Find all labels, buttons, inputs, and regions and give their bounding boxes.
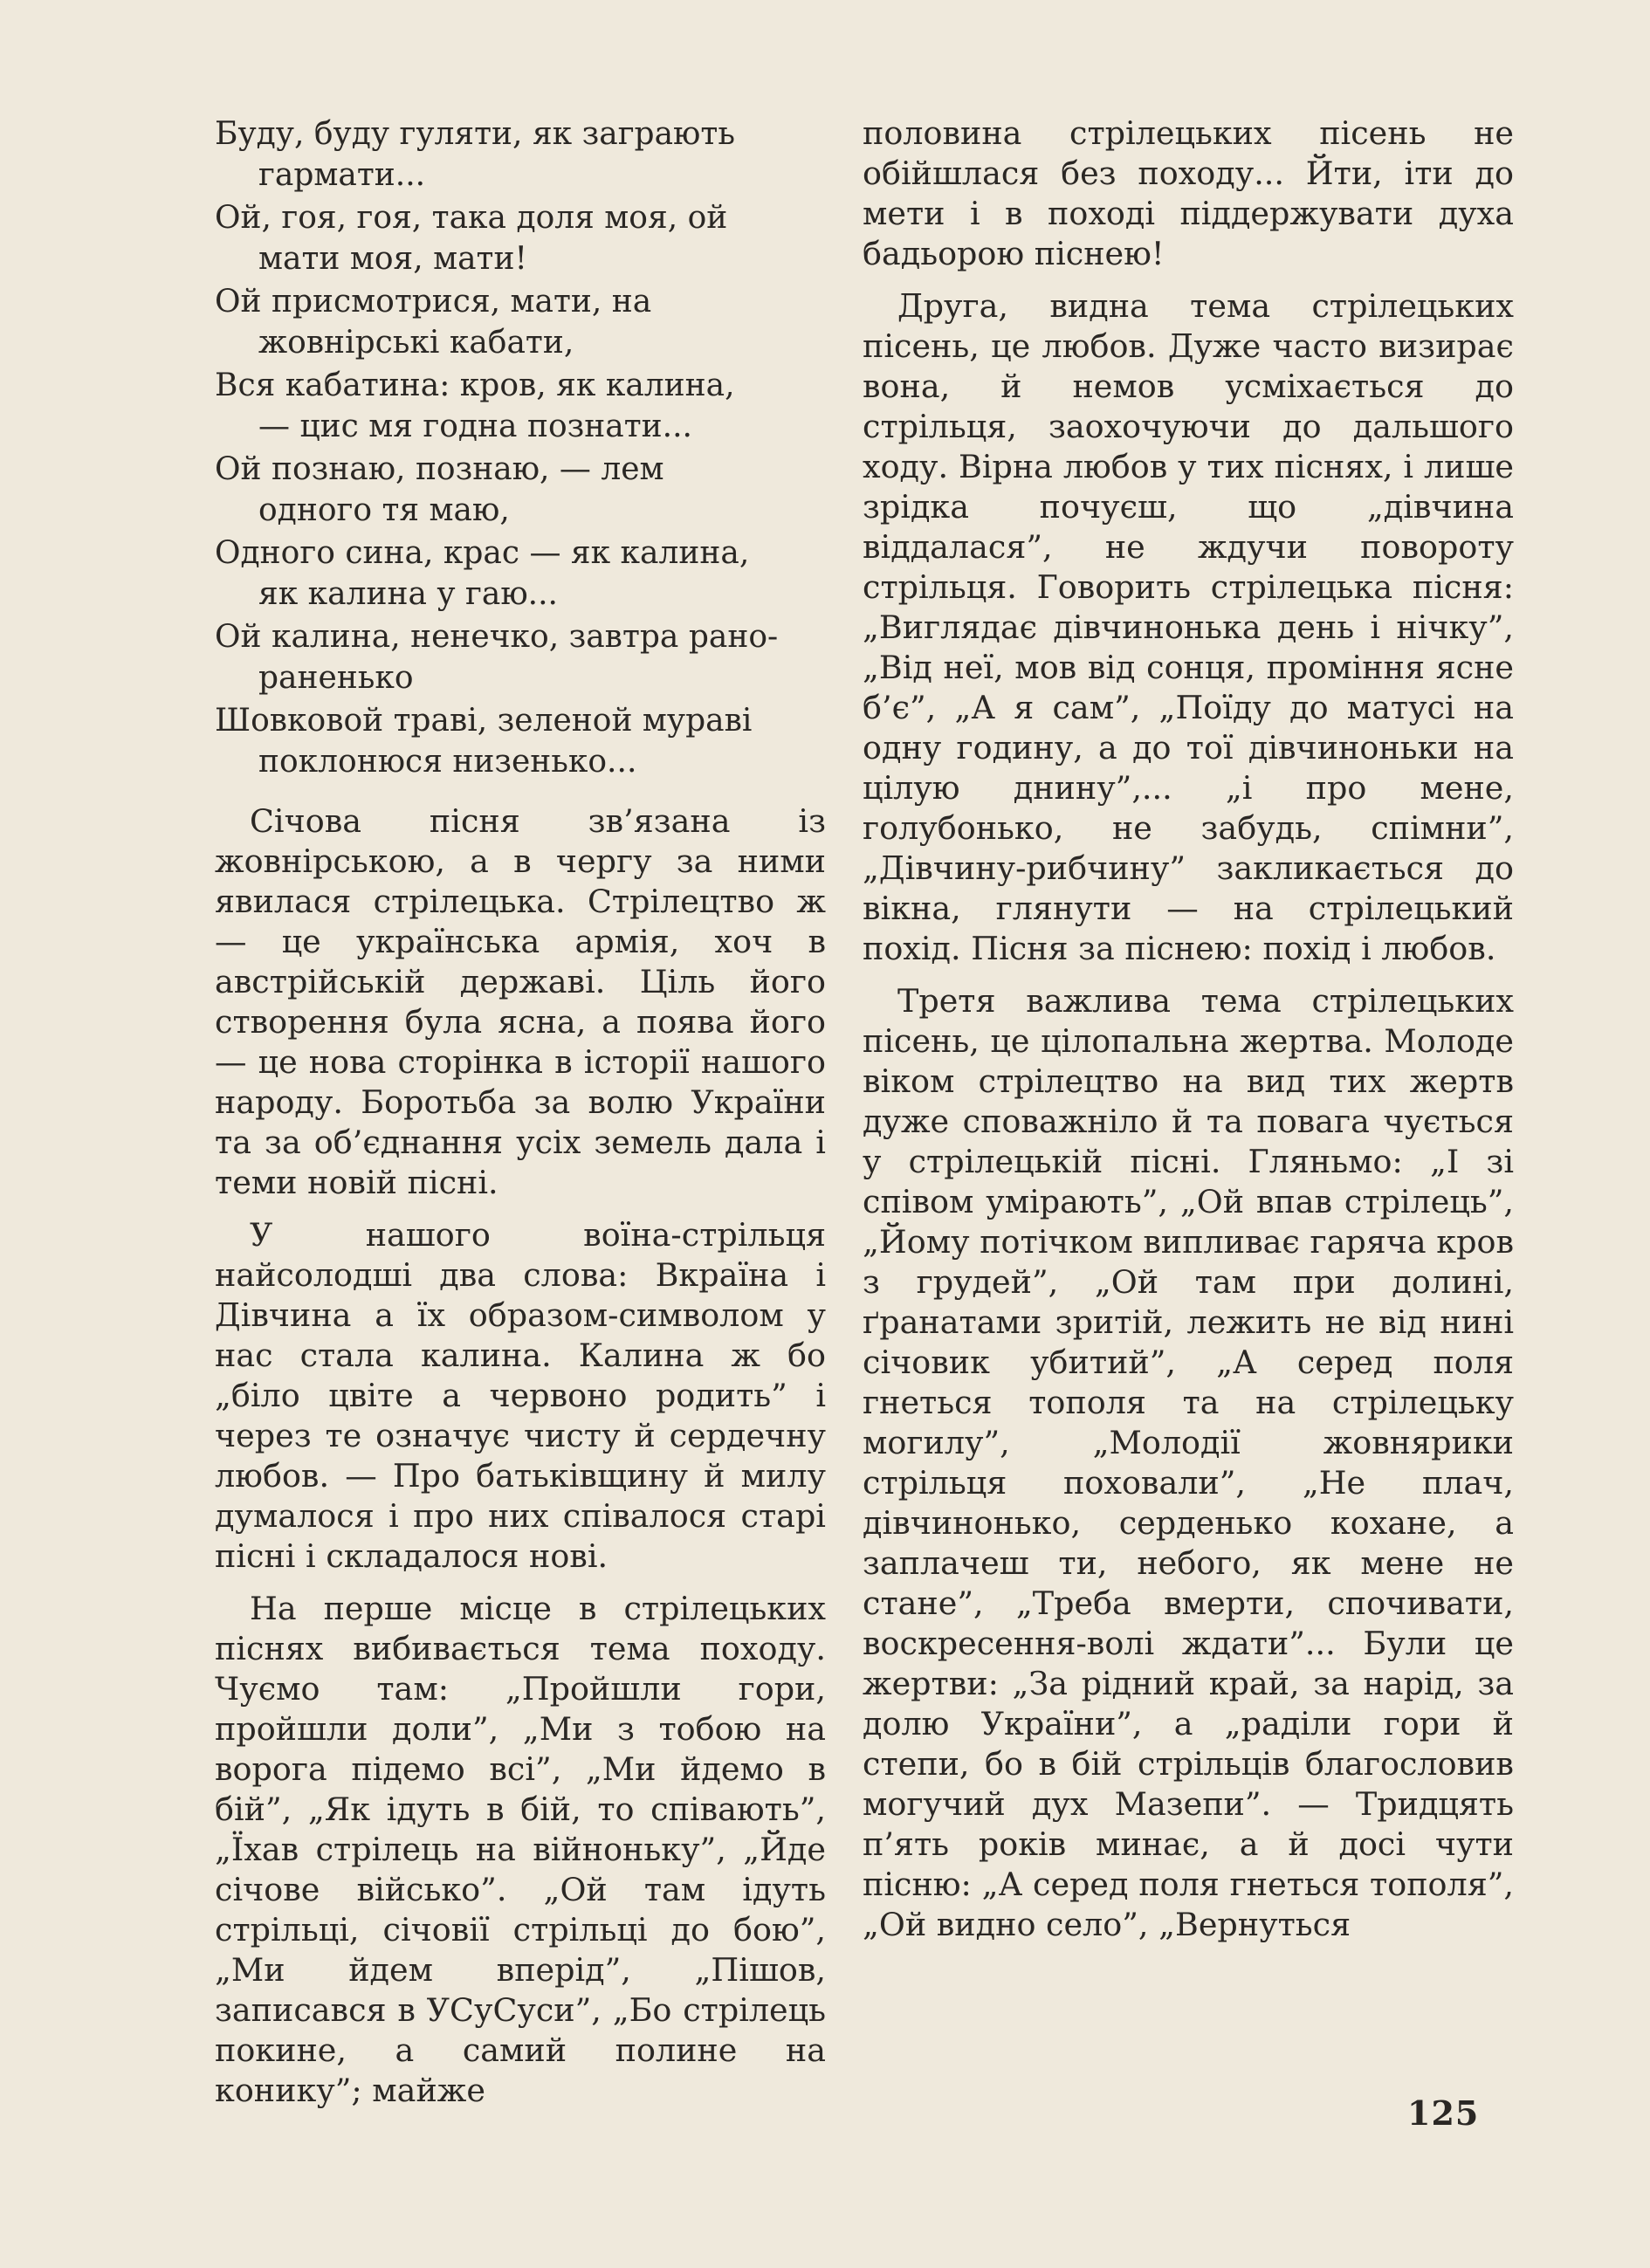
poem-stanza [215, 616, 826, 698]
poem-line: Буду, буду гуляти, як заграють [215, 116, 735, 152]
poem-line: Ой калина, ненечко, завтра рано- [215, 619, 779, 655]
poem-line: як калина у гаю... [258, 576, 559, 612]
poem-line: Шовковой траві, зеленой мураві [215, 703, 753, 739]
paragraph: половина стрілецьких пісень не обійшлася без походу... Йти, іти до мети і в поході піддержувати духа бадьорою піснею! [863, 114, 1514, 272]
poem-stanza [215, 281, 826, 363]
poem-line: одного тя маю, [258, 492, 510, 528]
poem-stanza [215, 365, 826, 447]
right-column [863, 113, 1514, 1957]
paragraph: Січова пісня зв’язана із жовнірською, а в чергу за ними явилася стрілецька. Стрілецтво ж — це українська армія, хоч в австрійській державі. Ціль його створення була ясна, а поява його — це нова сторінка в історії нашого народу. Боротьба за волю України та за об’єднання усіх земель дала і теми новій пісні. [215, 802, 826, 1201]
poem-line: гармати... [258, 157, 426, 193]
poem-line: Одного сина, крас — як калина, [215, 535, 750, 571]
paragraph: У нашого воїна-стрільця найсолодші два слова: Вкраїна і Дівчина а їх образом-символом у нас стала калина. Калина ж бо „біло цвіте а червоно родить” і через те означує чисту й сердечну любов. — Про батьківщину й милу думалося і про них співалося старі пісні і складалося нові. [215, 1216, 826, 1575]
paragraph: Друга, видна тема стрілецьких пісень, це любов. Дуже часто визирає вона, й немов усміхається до стрільця, заохочуючи до дальшого ходу. Вірна любов у тих піснях, і лише зрідка почуєш, що „дівчина віддалася”, не ждучи повороту стрільця. Говорить стрілецька пісня: „Виглядає дівчинонька день і нічку”, „Від неї, мов від сонця, проміння ясне б’є”, „А я сам”, „Поїду до матусі на одну годину, а до тої дівчиноньки на цілую днину”,... „і про мене, голубонько, не забудь, спімни”, „Дівчину-рибчину” закликається до вікна, глянути — на стрілецький похід. Пісня за піснею: похід і любов. [863, 287, 1514, 967]
poem [215, 113, 826, 782]
poem-line: поклонюся низенько... [258, 744, 637, 780]
poem-line: мати моя, мати! [258, 241, 527, 277]
poem-stanza [215, 700, 826, 782]
poem-stanza [215, 113, 826, 196]
poem-line: Ой познаю, познаю, — лем [215, 451, 664, 487]
poem-line: — цис мя годна познати... [258, 409, 692, 444]
poem-line: Ой, гоя, гоя, така доля моя, ой [215, 200, 728, 236]
poem-line: раненько [258, 660, 414, 696]
paragraph: На перше місце в стрілецьких піснях вибивається тема походу. Чуємо там: „Пройшли гори, пройшли доли”, „Ми з тобою на ворога підемо всі”, „Ми йдемо в бій”, „Як ідуть в бій, то співають”, „Їхав стрілець на війноньку”, „Йде січове військо”. „Ой там ідуть стрільці, січовії стрільці до бою”, „Ми йдем вперід”, „Пішов, записався в УСуСуси”, „Бо стрілець покине, а самий полине на конику”; майже [215, 1590, 826, 2109]
poem-stanza [215, 533, 826, 615]
poem-line: Ой присмотрися, мати, на [215, 284, 652, 320]
left-column [215, 113, 826, 2123]
page-number: 125 [1407, 2093, 1480, 2133]
paragraph: Третя важлива тема стрілецьких пісень, це цілопальна жертва. Молоде віком стрілецтво на вид тих жертв дуже споважніло й та повага чується у стрілецькій пісні. Гляньмо: „І зі співом умірають”, „Ой впав стрілець”, „Йому потічком випливає гаряча кров з грудей”, „Ой там при долині, ґранатами зритій, лежить не від нині січовик убитий”, „А серед поля гнеться тополя та на стрілецьку могилу”, „Молодії жовнярики стрільця поховали”, „Не плач, дівчинонько, серденько кохане, а заплачеш ти, небого, як мене не стане”, „Треба вмерти, спочивати, воскресення-волі ждати”... Були це жертви: „За рідний край, за нарід, за долю України”, а „раділи гори й степи, бо в бій стрільців благословив могучий дух Мазепи”. — Тридцять п’ять років минає, а й досі чути пісню: „А серед поля гнеться тополя”, „Ой видно село”, „Вернуться [863, 982, 1514, 1943]
poem-line: жовнірські кабати, [258, 325, 574, 361]
poem-stanza [215, 197, 826, 279]
poem-line: Вся кабатина: кров, як калина, [215, 368, 735, 403]
poem-stanza [215, 449, 826, 531]
